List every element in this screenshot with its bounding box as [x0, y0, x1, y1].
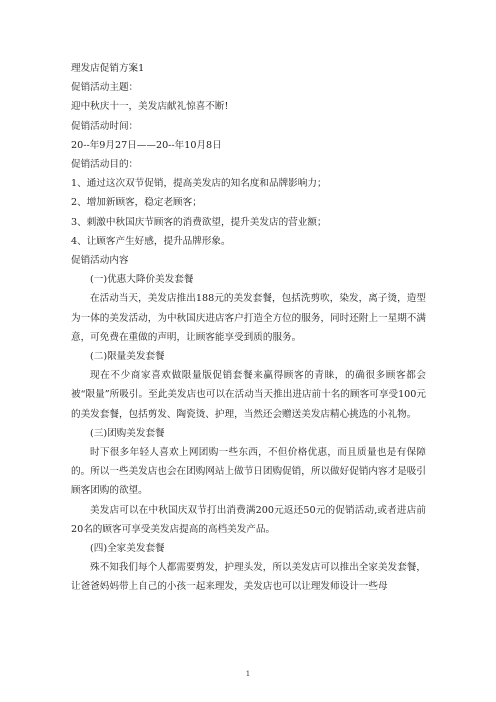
section-paragraph: 殊不知我们每个人都需要剪发，护理头发，所以美发店可以推出全家美发套餐，让爸爸妈妈带上自己的小孩一起来理发，美发店也可以让理发师设计一些母: [71, 562, 426, 593]
purpose-label: 促销活动目的：: [71, 159, 139, 171]
content-label: 促销活动内容: [71, 255, 129, 267]
document-body: [71, 59, 426, 597]
section-heading: (四)全家美发套餐: [90, 543, 165, 555]
purpose-item: 1、通过这次双节促销，提高美发店的知名度和品牌影响力；: [71, 178, 327, 190]
section-paragraph: 现在不少商家喜欢做限量版促销套餐来赢得顾客的青睐，的确很多顾客都会被“限量”所吸引。至此美发店也可以在活动当天推出进店前十名的顾客可享受100元的美发套餐，包括剪发、陶瓷烫、护理，当然还会赠送美发店精心挑选的小礼物。: [71, 370, 426, 420]
theme-label: 促销活动主题：: [71, 82, 139, 94]
section-paragraph: 美发店可以在中秋国庆双节打出消费满200元返还50元的促销活动,或者进店前20名的顾客可享受美发店提高的高档美发产品。: [71, 504, 426, 535]
purpose-item: 2、增加新顾客，稳定老顾客；: [71, 197, 202, 209]
purpose-item: 3、刺激中秋国庆节顾客的消费欲望，提升美发店的营业额；: [71, 216, 327, 228]
section-paragraph: 时下很多年轻人喜欢上网团购一些东西，不但价格优惠，而且质量也是有保障的。所以一些美发店也会在团购网站上做节日团购促销，所以做好促销内容才是吸引顾客团购的欲望。: [71, 447, 426, 497]
section-paragraph: 在活动当天，美发店推出188元的美发套餐，包括洗剪吹，染发，离子烫，造型为一体的美发活动，为中秋国庆进店客户打造全方位的服务，同时还附上一星期不满意，可免费在重做的声明，让顾客能享受到质的服务。: [71, 293, 426, 343]
time-text: 20--年9月27日——20--年10月8日: [71, 139, 222, 151]
time-label: 促销活动时间：: [71, 120, 139, 132]
document-title: 理发店促销方案1: [71, 63, 145, 74]
theme-text: 迎中秋庆十一，美发店献礼惊喜不断!: [71, 101, 229, 113]
section-heading: (一)优惠大降价美发套餐: [90, 274, 194, 286]
page-number: 1: [245, 670, 251, 678]
section-heading: (三)团购美发套餐: [90, 427, 165, 439]
section-heading: (二)限量美发套餐: [90, 351, 165, 363]
purpose-item: 4、让顾客产生好感，提升品牌形象。: [71, 235, 231, 247]
